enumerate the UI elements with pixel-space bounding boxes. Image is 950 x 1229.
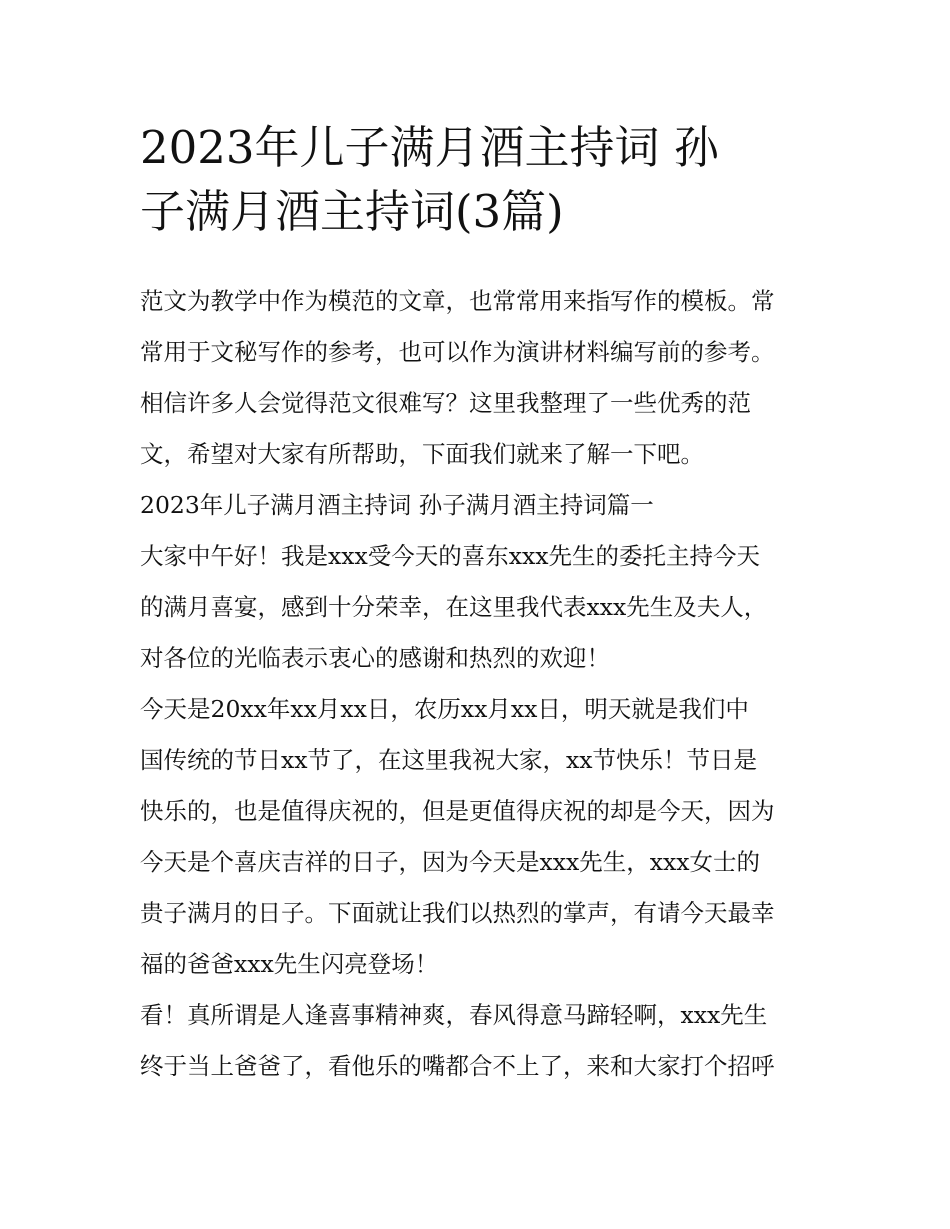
title-line-1: 2023年儿子满月酒主持词 孙 <box>140 121 719 174</box>
body-line: 国传统的节日xx节了，在这里我祝大家，xx节快乐！节日是 <box>140 746 758 774</box>
body-line: 看！真所谓是人逢喜事精神爽，春风得意马蹄轻啊，xxx先生 <box>140 1001 768 1029</box>
document-body <box>140 276 820 1092</box>
body-line: 今天是个喜庆吉祥的日子，因为今天是xxx先生，xxx女士的 <box>140 848 761 876</box>
body-line: 对各位的光临表示衷心的感谢和热烈的欢迎！ <box>140 644 610 672</box>
title-line-2: 子满月酒主持词(3篇) <box>140 185 564 238</box>
body-line: 范文为教学中作为模范的文章，也常常用来指写作的模板。常 <box>140 287 775 315</box>
body-line: 常用于文秘写作的参考，也可以作为演讲材料编写前的参考。 <box>140 338 775 366</box>
body-line: 快乐的，也是值得庆祝的，但是更值得庆祝的却是今天，因为 <box>140 797 775 825</box>
document-title <box>140 116 830 244</box>
body-line: 的满月喜宴，感到十分荣幸，在这里我代表xxx先生及夫人， <box>140 593 768 621</box>
section-heading: 2023年儿子满月酒主持词 孙子满月酒主持词篇一 <box>140 491 654 519</box>
body-line: 今天是20xx年xx月xx日，农历xx月xx日，明天就是我们中 <box>140 695 749 723</box>
body-line: 终于当上爸爸了，看他乐的嘴都合不上了，来和大家打个招呼 <box>140 1052 775 1080</box>
body-line: 贵子满月的日子。下面就让我们以热烈的掌声，有请今天最幸 <box>140 899 775 927</box>
body-line: 相信许多人会觉得范文很难写？这里我整理了一些优秀的范 <box>140 389 751 417</box>
body-line: 大家中午好！我是xxx受今天的喜东xxx先生的委托主持今天 <box>140 542 761 570</box>
body-line: 文，希望对大家有所帮助，下面我们就来了解一下吧。 <box>140 440 704 468</box>
body-line: 福的爸爸xxx先生闪亮登场！ <box>140 950 439 978</box>
